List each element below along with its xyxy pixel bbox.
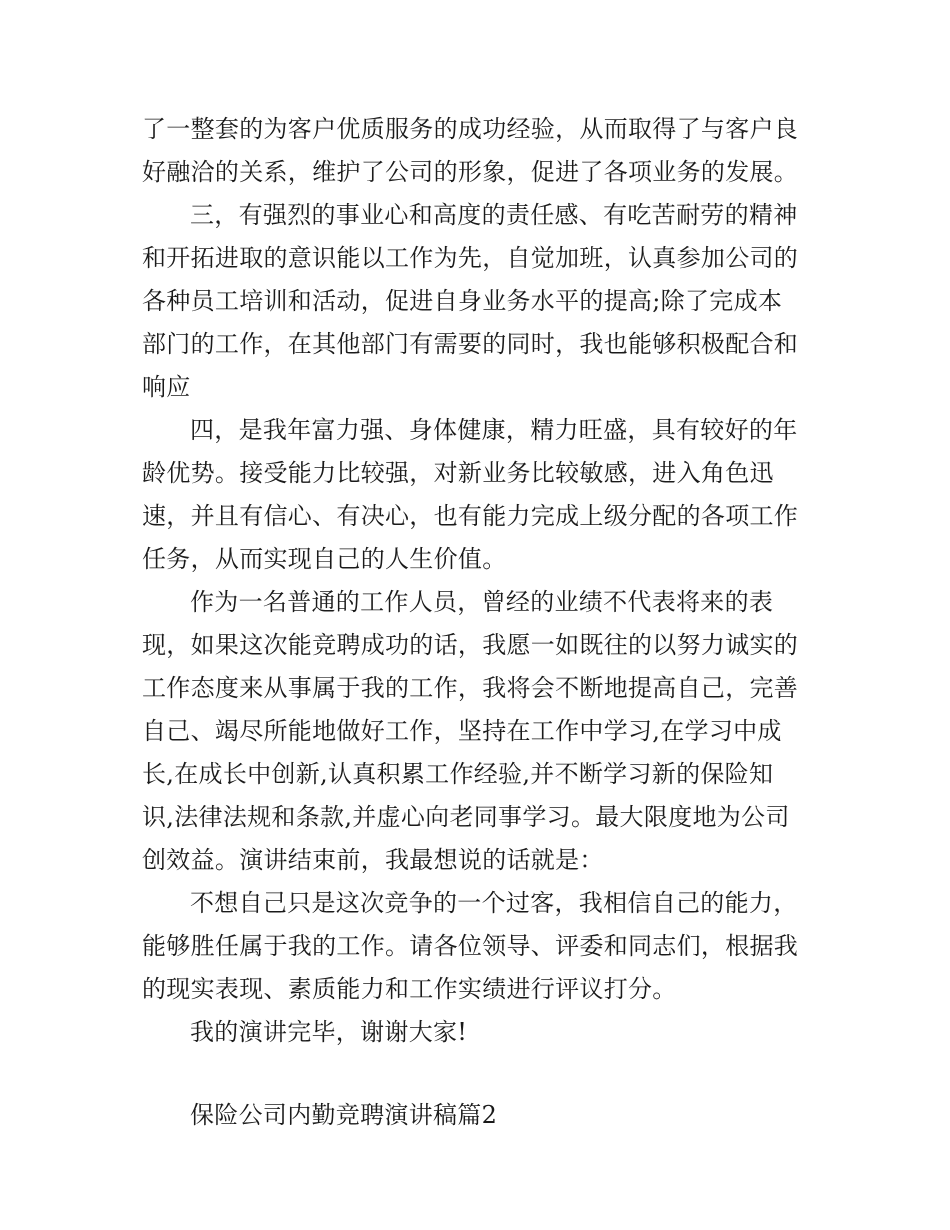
- paragraph-line: 和开拓进取的意识能以工作为先，自觉加班，认真参加公司的: [142, 244, 799, 272]
- paragraph-line: 工作态度来从事属于我的工作，我将会不断地提高自己，完善: [142, 674, 799, 702]
- paragraph-line: 能够胜任属于我的工作。请各位领导、评委和同志们，根据我: [142, 932, 799, 960]
- paragraph-line: 任务，从而实现自己的人生价值。: [142, 545, 507, 573]
- paragraph-line: 响应: [142, 373, 191, 401]
- paragraph-line: 不想自己只是这次竞争的一个过客，我相信自己的能力，: [190, 889, 798, 917]
- paragraph-line: 了一整套的为客户优质服务的成功经验，从而取得了与客户良: [142, 115, 799, 143]
- paragraph-line: 长,在成长中创新,认真积累工作经验,并不断学习新的保险知: [142, 760, 774, 788]
- paragraph-line: 龄优势。接受能力比较强，对新业务比较敏感，进入角色迅: [142, 459, 774, 487]
- paragraph-line: 识,法律法规和条款,并虚心向老同事学习。最大限度地为公司: [142, 803, 790, 831]
- paragraph-line: 创效益。演讲结束前，我最想说的话就是：: [142, 846, 604, 874]
- paragraph-line: 我的演讲完毕，谢谢大家!: [190, 1018, 468, 1046]
- paragraph-line: 各种员工培训和活动，促进自身业务水平的提高;除了完成本: [142, 287, 783, 315]
- paragraph-line: 四，是我年富力强、身体健康，精力旺盛，具有较好的年: [190, 416, 798, 444]
- paragraph-line: 自己、竭尽所能地做好工作，坚持在工作中学习,在学习中成: [142, 717, 782, 745]
- paragraph-line: 作为一名普通的工作人员，曾经的业绩不代表将来的表: [190, 588, 774, 616]
- paragraph-line: 三，有强烈的事业心和高度的责任感、有吃苦耐劳的精神: [190, 201, 798, 229]
- paragraph-line: 的现实表现、素质能力和工作实绩进行评议打分。: [142, 975, 677, 1003]
- paragraph-line: 好融洽的关系，维护了公司的形象，促进了各项业务的发展。: [142, 158, 799, 186]
- section-heading: 保险公司内勤竞聘演讲稿篇2: [190, 1101, 498, 1129]
- paragraph-line: 现，如果这次能竞聘成功的话，我愿一如既往的以努力诚实的: [142, 631, 799, 659]
- paragraph-line: 部门的工作，在其他部门有需要的同时，我也能够积极配合和: [142, 330, 799, 358]
- paragraph-line: 速，并且有信心、有决心，也有能力完成上级分配的各项工作: [142, 502, 799, 530]
